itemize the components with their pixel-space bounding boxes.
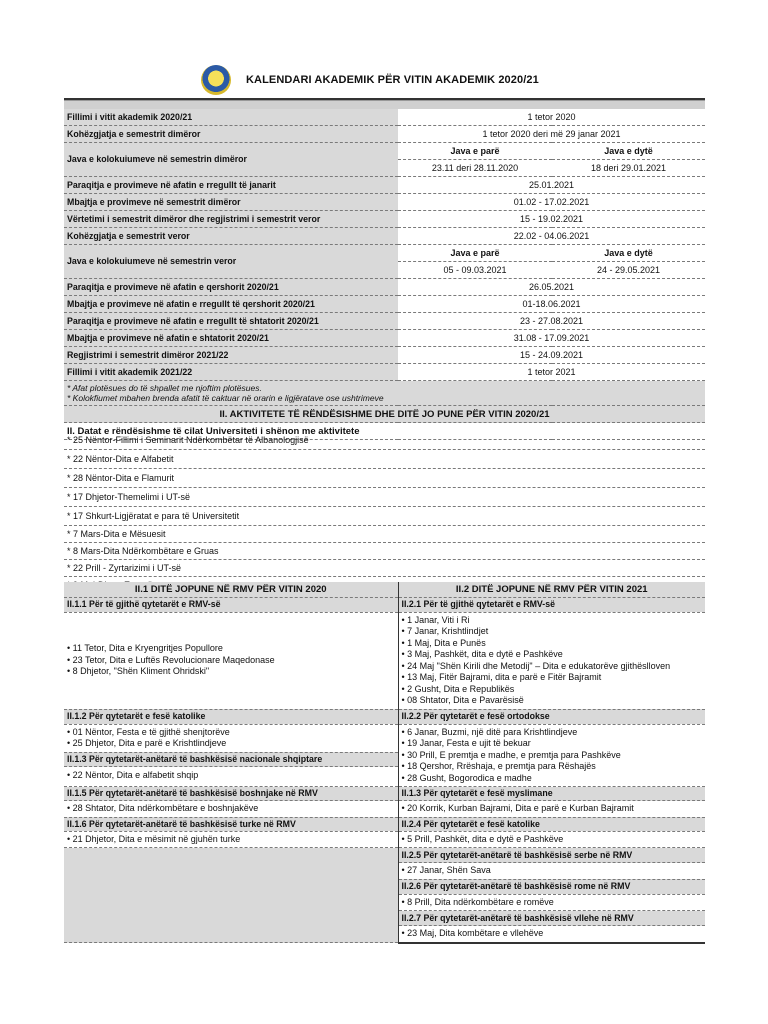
week-header: Java e parë (398, 143, 552, 160)
holiday-item: • 28 Gusht, Bogorodica e madhe (401, 772, 532, 783)
group-title: II.1.6 Për qytetarët-anëtarë të bashkësisë turke në RMV (64, 817, 398, 831)
section-subtitle: II. Datat e rëndësishme të cilat Universiteti i shënon me aktivitete (64, 423, 705, 440)
row-label: Vërtetimi i semestrit dimëror dhe regjistrimi i semestrit veror (64, 211, 398, 228)
row-label: Fillimi i vitit akademik 2021/22 (64, 364, 398, 381)
week-value: 18 deri 29.01.2021 (552, 160, 705, 177)
group-title: II.2.5 Për qytetarët-anëtarë të bashkësisë serbe në RMV (398, 848, 705, 863)
academic-calendar-table (64, 109, 705, 440)
row-value: 26.05.2021 (398, 279, 705, 296)
important-date: * 7 Mars-Dita e Mësuesit (64, 526, 705, 543)
holiday-item: • 6 Janar, Buzmi, një ditë para Krishtlindjeve (401, 726, 578, 737)
col-2021-header: II.2 DITË JOPUNE NË RMV PËR VITIN 2021 (398, 582, 705, 597)
holiday-list (398, 724, 705, 787)
group-title: II.2.1 Për të gjithë qytetarët e RMV-së (398, 597, 705, 612)
group-title: II.2.4 Për qytetarët e fesë katolike (398, 817, 705, 831)
holiday-item: • 08 Shtator, Dita e Pavarësisë (401, 695, 524, 705)
group-title: II.1.5 Për qytetarët-anëtarë të bashkësisë boshnjake në RMV (64, 787, 398, 801)
list-item (64, 450, 705, 469)
list-item (64, 560, 705, 577)
table-row (64, 177, 705, 194)
row-label: Regjistrimi i semestrit dimëror 2021/22 (64, 347, 398, 364)
row-value: 1 tetor 2020 (398, 109, 705, 126)
important-date: * 17 Shkurt-Ligjëratat e para të Universitetit (64, 507, 705, 526)
divider-band (64, 100, 705, 109)
holiday-item: • 21 Dhjetor, Dita e mësimit në gjuhën turke (64, 831, 398, 848)
week-header: Java e dytë (552, 245, 705, 262)
holiday-item: • 23 Tetor, Dita e Luftës Revolucionare Maqedonase (67, 654, 275, 665)
holiday-item: • 2 Gusht, Dita e Republikës (401, 683, 515, 694)
holiday-list (64, 612, 398, 709)
section-header-row (64, 406, 705, 423)
holiday-item: • 25 Dhjetor, Dita e parë e Krishtlindjeve (67, 738, 227, 748)
table-row (64, 724, 705, 787)
table-row (64, 817, 705, 831)
list-item (64, 488, 705, 507)
important-date: * 17 Dhjetor-Themelimi i UT-së (64, 488, 705, 507)
table-row (64, 279, 705, 296)
table-row (64, 787, 705, 801)
table-row (64, 296, 705, 313)
table-row (64, 143, 705, 160)
holiday-item: • 8 Dhjetor, "Shën Kliment Ohridski" (67, 666, 210, 677)
week-value: 05 - 09.03.2021 (398, 262, 552, 279)
week-header: Java e dytë (552, 143, 705, 160)
notes-row (64, 381, 705, 406)
table-row (64, 347, 705, 364)
holiday-item: • 5 Prill, Pashkët, dita e dytë e Pashkëve (398, 831, 705, 848)
holiday-item: • 8 Prill, Dita ndërkombëtare e romëve (398, 894, 705, 911)
week-header: Java e parë (398, 245, 552, 262)
group-title: II.2.2 Për qytetarët e fesë ortodokse (398, 709, 705, 724)
note-line: * Afat plotësues do të shpallet me njoftim plotësues. (67, 383, 262, 393)
holiday-item: • 19 Janar, Festa e ujit të bekuar (401, 738, 531, 748)
col-2020-header: II.1 DITË JOPUNE NË RMV PËR VITIN 2020 (64, 582, 398, 597)
row-value: 01-18.06.2021 (398, 296, 705, 313)
holiday-list (64, 724, 398, 787)
row-label: Java e kolokuiumeve në semestrin dimëror (64, 143, 398, 177)
week-value: 24 - 29.05.2021 (552, 262, 705, 279)
row-value: 1 tetor 2021 (398, 364, 705, 381)
holiday-item: • 24 Maj "Shën Kirili dhe Metodij" – Dita e edukatorëve gjithëslloven (401, 660, 671, 671)
table-row (64, 245, 705, 262)
table-row (64, 313, 705, 330)
table-row (64, 612, 705, 709)
table-row (64, 597, 705, 612)
table-row (64, 831, 705, 848)
notes (64, 381, 705, 406)
group-title: II.1.1 Për të gjithë qytetarët e RMV-së (64, 597, 398, 612)
list-item (64, 526, 705, 543)
row-label: Fillimi i vitit akademik 2020/21 (64, 109, 398, 126)
holiday-item: • 1 Maj, Dita e Punës (401, 637, 486, 648)
row-label: Mbajtja e provimeve në afatin e rregullt të qershorit 2020/21 (64, 296, 398, 313)
empty-cell (64, 848, 398, 943)
holiday-item: • 22 Nëntor, Dita e alfabetit shqip (67, 770, 199, 780)
row-value: 22.02 - 04.06.2021 (398, 228, 705, 245)
list-item (64, 431, 705, 450)
holiday-item: • 13 Maj, Fitër Bajrami, dita e parë e Fitër Bajramit (401, 672, 602, 682)
table-row (64, 709, 705, 724)
row-label: Mbajtja e provimeve në semestrit dimëror (64, 194, 398, 211)
table-row (64, 801, 705, 818)
row-label: Java e kolokuiumeve në semestrin veror (64, 245, 398, 279)
table-row (64, 848, 705, 863)
university-logo-icon (201, 65, 231, 95)
row-value: 15 - 19.02.2021 (398, 211, 705, 228)
table-row (64, 126, 705, 143)
list-item (64, 543, 705, 560)
table-row (64, 582, 705, 597)
row-value: 23 - 27.08.2021 (398, 313, 705, 330)
table-row (64, 109, 705, 126)
row-value: 25.01.2021 (398, 177, 705, 194)
row-label: Kohëzgjatja e semestrit veror (64, 228, 398, 245)
row-label: Paraqitja e provimeve në afatin e qershorit 2020/21 (64, 279, 398, 296)
group-title: II.2.6 Për qytetarët-anëtarë të bashkësisë rome në RMV (398, 879, 705, 894)
section-title: II. AKTIVITETE TË RËNDËSISHME DHE DITË JO PUNE PËR VITIN 2020/21 (64, 406, 705, 423)
holiday-item: • 30 Prill, E premtja e madhe, e premtja para Pashkëve (401, 749, 621, 760)
row-label: Mbajtja e provimeve në afatin e shtatorit 2020/21 (64, 330, 398, 347)
holiday-item: • 27 Janar, Shën Sava (398, 863, 705, 880)
holiday-list (398, 612, 705, 709)
week-value: 23.11 deri 28.11.2020 (398, 160, 552, 177)
group-title: II.1.2 Për qytetarët e fesë katolike (64, 709, 398, 724)
holiday-item: • 1 Janar, Viti i Ri (401, 614, 470, 625)
important-dates-list (64, 431, 705, 594)
holiday-item: • 01 Nëntor, Festa e të gjithë shenjtorëve (67, 726, 230, 737)
holiday-item: • 20 Korrik, Kurban Bajrami, Dita e parë e Kurban Bajramit (398, 801, 705, 818)
row-label: Paraqitja e provimeve në afatin e rregullt të shtatorit 2020/21 (64, 313, 398, 330)
holidays-table (64, 582, 705, 944)
list-item (64, 469, 705, 488)
table-row (64, 330, 705, 347)
row-value: 31.08 - 17.09.2021 (398, 330, 705, 347)
holiday-item: • 23 Maj, Dita kombëtare e vllehëve (398, 926, 705, 943)
important-date: * 28 Nëntor-Dita e Flamurit (64, 469, 705, 488)
holiday-item: • 3 Maj, Pashkët, dita e dytë e Pashkëve (401, 649, 563, 659)
group-title: II.2.7 Për qytetarët-anëtarë të bashkësisë vllehe në RMV (398, 911, 705, 926)
row-value: 1 tetor 2020 deri më 29 janar 2021 (398, 126, 705, 143)
important-date: * 25 Nëntor-Fillimi i Seminarit Ndërkombëtar të Albanologjisë (64, 431, 705, 450)
group-title: II.1.3 Për qytetarët e fesë myslimane (398, 787, 705, 801)
holiday-item: • 18 Qershor, Rrëshaja, e premtja para Rëshajës (401, 761, 596, 771)
table-row (64, 211, 705, 228)
page-title: KALENDARI AKADEMIK PËR VITIN AKADEMIK 2020/21 (246, 74, 539, 86)
row-value: 01.02 - 17.02.2021 (398, 194, 705, 211)
row-label: Paraqitja e provimeve në afatin e rregullt të janarit (64, 177, 398, 194)
holiday-item: • 28 Shtator, Dita ndërkombëtare e boshnjakëve (64, 801, 398, 818)
important-date: * 8 Mars-Dita Ndërkombëtare e Gruas (64, 543, 705, 560)
row-value: 15 - 24.09.2021 (398, 347, 705, 364)
group-title: II.1.3 Për qytetarët-anëtarë të bashkësisë nacionale shqiptare (64, 752, 398, 768)
holiday-item: • 7 Janar, Krishtlindjet (401, 626, 489, 636)
table-row (64, 228, 705, 245)
important-date: * 22 Nëntor-Dita e Alfabetit (64, 450, 705, 469)
holiday-item: • 11 Tetor, Dita e Kryengritjes Popullore (67, 643, 223, 654)
important-date: * 22 Prill - Zyrtarizimi i UT-së (64, 560, 705, 577)
row-label: Kohëzgjatja e semestrit dimëror (64, 126, 398, 143)
note-line: * Kolokfiumet mbahen brenda afatit të caktuar në orarin e ligjëratave ose ushtrimeve (67, 393, 384, 403)
table-row (64, 364, 705, 381)
table-row (64, 194, 705, 211)
list-item (64, 507, 705, 526)
